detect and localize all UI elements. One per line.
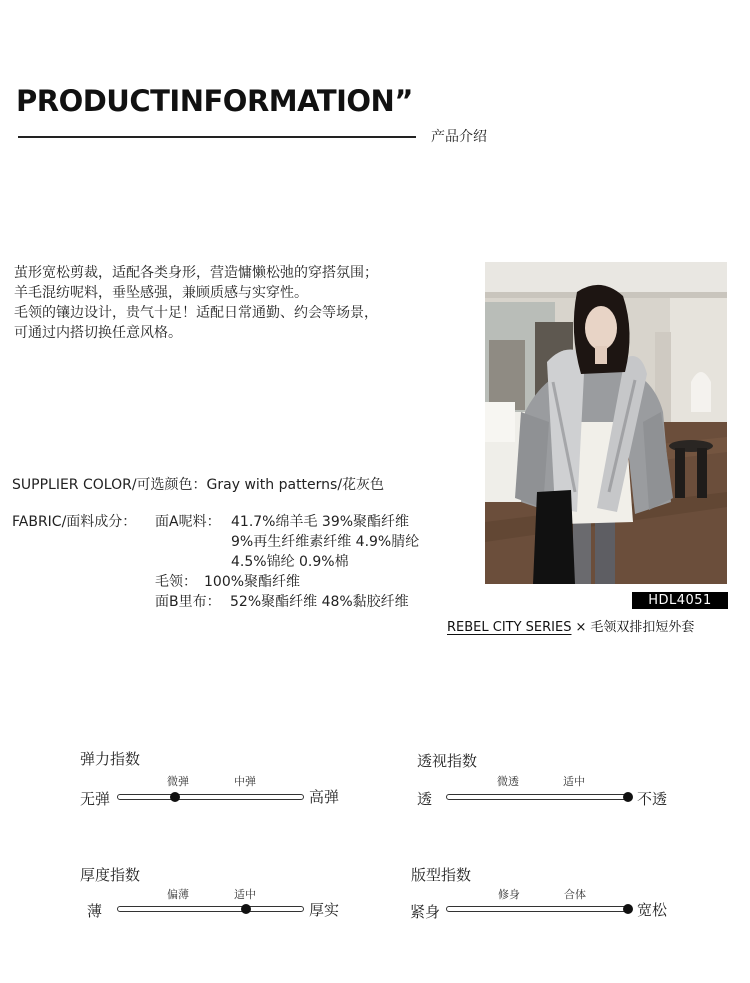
scale-right-label: 高弹: [309, 788, 340, 806]
scale-title-thickness: 厚度指数: [80, 866, 141, 884]
product-photo: [485, 262, 727, 584]
title-divider: [18, 136, 416, 138]
scale-tick-label: 适中: [234, 888, 256, 901]
product-description: [14, 263, 378, 343]
scale-right-label: 宽松: [637, 901, 668, 919]
page-title: PRODUCTINFORMATION”: [16, 84, 413, 118]
scale-title-fit: 版型指数: [411, 866, 472, 884]
scale-knob-elasticity: [170, 792, 180, 802]
scale-track-fit: [446, 906, 632, 912]
supplier-color-label: SUPPLIER COLOR/可选颜色：: [12, 477, 207, 493]
product-name: 毛领双排扣短外套: [590, 620, 695, 635]
page-subtitle: 产品介绍: [431, 129, 487, 145]
scale-tick-label: 微透: [497, 775, 519, 788]
scale-left-label: 紧身: [410, 903, 441, 921]
scale-right-label: 不透: [637, 790, 668, 808]
fabric-part-a-value: 4.5%锦纶 0.9%棉: [231, 554, 349, 570]
scale-left-label: 薄: [87, 902, 103, 920]
scale-knob-opacity: [623, 792, 633, 802]
fabric-lining-label: 面B里布：: [155, 594, 221, 610]
scale-left-label: 无弹: [80, 790, 111, 808]
scale-tick-label: 偏薄: [167, 888, 189, 901]
scale-tick-label: 适中: [563, 775, 585, 788]
series-name: REBEL CITY SERIES: [447, 620, 572, 635]
times-symbol: ×: [575, 620, 587, 635]
fabric-label: FABRIC/面料成分：: [12, 514, 137, 530]
fabric-part-a-value: 9%再生纤维素纤维 4.9%腈纶: [231, 534, 420, 550]
product-caption: [447, 616, 694, 635]
scale-knob-thickness: [241, 904, 251, 914]
scale-track-elasticity: [117, 794, 304, 800]
scale-left-label: 透: [417, 790, 433, 808]
scale-title-opacity: 透视指数: [417, 752, 478, 770]
fabric-collar-value: 100%聚酯纤维: [204, 574, 301, 590]
supplier-color-value: Gray with patterns/花灰色: [206, 477, 385, 493]
fabric-part-a-label: 面A呢料：: [155, 514, 221, 530]
description-line: 茧形宽松剪裁，适配各类身形，营造慵懒松弛的穿搭氛围；: [14, 265, 378, 281]
scale-tick-label: 中弹: [234, 775, 256, 788]
sku-badge: HDL4051: [632, 592, 728, 609]
description-line: 毛领的镶边设计，贵气十足！适配日常通勤、约会等场景，: [14, 305, 378, 321]
scale-right-label: 厚实: [309, 901, 340, 919]
scale-knob-fit: [623, 904, 633, 914]
scale-tick-label: 微弹: [167, 775, 189, 788]
supplier-color: [12, 474, 384, 494]
scale-tick-label: 修身: [498, 888, 520, 901]
fabric-lining-value: 52%聚酯纤维 48%黏胶纤维: [230, 594, 409, 610]
scale-title-elasticity: 弹力指数: [80, 750, 141, 768]
scale-track-thickness: [117, 906, 304, 912]
description-line: 羊毛混纺呢料，垂坠感强，兼顾质感与实穿性。: [14, 285, 308, 301]
fabric-part-a-value: 41.7%绵羊毛 39%聚酯纤维: [231, 514, 410, 530]
description-line: 可通过内搭切换任意风格。: [14, 325, 182, 341]
scale-tick-label: 合体: [564, 888, 586, 901]
scale-track-opacity: [446, 794, 632, 800]
fabric-collar-label: 毛领：: [155, 574, 197, 590]
